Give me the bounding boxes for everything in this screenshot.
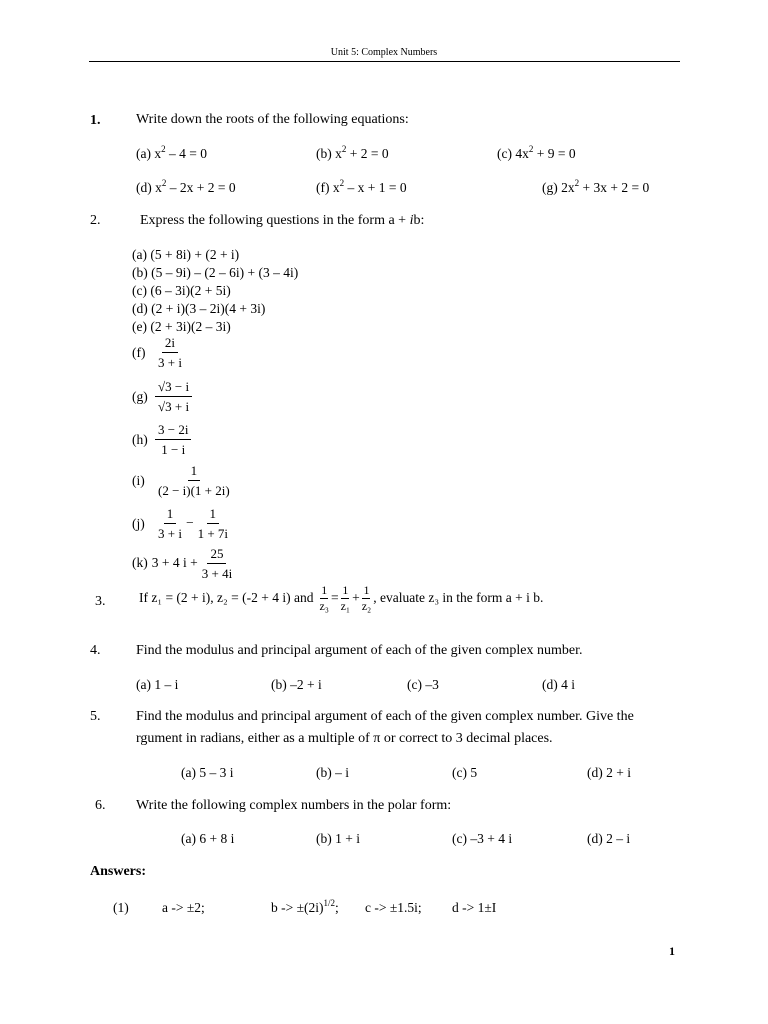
q5-number: 5. bbox=[90, 709, 101, 724]
q1-option-a: (a) $x^2 - 4 = 0$ bbox=[136, 144, 207, 161]
q2-list bbox=[132, 246, 298, 336]
q4-number: 4. bbox=[90, 643, 101, 658]
q5-option-b: (b) – i bbox=[316, 765, 349, 780]
q4-option-b: (b) –2 + i bbox=[271, 677, 322, 692]
q4-option-c: (c) –3 bbox=[407, 677, 439, 692]
answers-1-b: $b -> \pm(2i)^{1/2}$; bbox=[271, 898, 339, 915]
q1-number: 1. bbox=[90, 113, 101, 128]
page-header: Unit 5: Complex Numbers bbox=[330, 47, 438, 58]
q4-text: Find the modulus and principal argument of each of the given complex number. bbox=[136, 643, 583, 658]
answers-1-c: c -> ±1.5i; bbox=[365, 900, 422, 915]
q5-line-2: rgument in radians, either as a multiple of π or correct to 3 decimal places. bbox=[136, 731, 553, 746]
q2-item-i: (i) $\frac{1}{(2 - i)(1 + 2i)}$ bbox=[132, 463, 230, 498]
q2-item-e: (e) (2 + 3i)(2 – 3i) bbox=[132, 319, 231, 334]
answers-1-number: (1) bbox=[113, 900, 129, 915]
q1-option-d: (d) $x^2 - 2x + 2 = 0$ bbox=[136, 178, 236, 195]
q1-option-b: (b) $x^2 + 2 = 0$ bbox=[316, 144, 389, 161]
q6-option-d: (d) 2 – i bbox=[587, 831, 631, 846]
q2-item-a: (a) (5 + 8i) + (2 + i) bbox=[132, 247, 240, 262]
q2-item-b: (b) (5 – 9i) – (2 – 6i) + (3 – 4i) bbox=[132, 265, 299, 280]
q2-number: 2. bbox=[90, 213, 101, 228]
q1-text: Write down the roots of the following equations: bbox=[136, 112, 409, 127]
q2-text: Express the following questions in the form a + ib: bbox=[140, 213, 425, 228]
q2-item-d: (d) (2 + i)(3 – 2i)(4 + 3i) bbox=[132, 301, 266, 316]
q2-item-f: (f) $\frac{2i}{3 + i}$ bbox=[132, 335, 182, 370]
q1-option-f: (f) $x^2 - x + 1 = 0$ bbox=[316, 178, 407, 195]
q4-option-a: (a) 1 – i bbox=[136, 677, 179, 692]
q2-item-h: (h) $\frac{3 - 2i}{1 - i}$ bbox=[132, 422, 192, 457]
q3-number: 3. bbox=[95, 594, 106, 609]
answers-1-d: d -> 1±I bbox=[452, 900, 497, 915]
answers-heading: Answers: bbox=[90, 864, 146, 879]
page-number: 1 bbox=[669, 944, 675, 958]
q5-option-d: (d) 2 + i bbox=[587, 765, 631, 780]
q2-item-j: (j) $\frac{1}{3 + i}$ − $\frac{1}{1 + 7i}$ bbox=[132, 506, 229, 541]
q2-item-g: (g) $\frac{√3 - i}{√3 + i}$ bbox=[132, 379, 193, 414]
q4-option-d: (d) 4 i bbox=[542, 677, 575, 692]
q1-option-g: (g) $2x^2 + 3x + 2 = 0$ bbox=[542, 178, 650, 195]
q3-text: If z₁ = (2 + i), z₂ = (-2 + 4 i) and $\frac{1}{\text{z₃}}$ = $\frac{1}{\text{z₁}}$ + $\frac{1}{\text{z₂}}$ , evaluate z₃ in the form a + i b. bbox=[139, 583, 544, 613]
q6-number: 6. bbox=[95, 798, 106, 813]
header-rule bbox=[89, 61, 680, 62]
q6-option-c: (c) –3 + 4 i bbox=[452, 831, 513, 846]
answers-1-a: a -> ±2; bbox=[162, 900, 205, 915]
q6-option-a: (a) 6 + 8 i bbox=[181, 831, 235, 846]
q6-option-b: (b) 1 + i bbox=[316, 831, 360, 846]
q2-item-k: (k) 3 + 4 i + $\frac{25}{3 + 4i}$ bbox=[132, 546, 233, 581]
q2-item-c: (c) (6 – 3i)(2 + 5i) bbox=[132, 283, 231, 298]
q1-option-c: (c) $4x^2 + 9 = 0$ bbox=[497, 144, 576, 161]
q5-option-c: (c) 5 bbox=[452, 765, 478, 780]
q5-option-a: (a) 5 – 3 i bbox=[181, 765, 234, 780]
q6-text: Write the following complex numbers in the polar form: bbox=[136, 798, 452, 813]
q5-line-1: Find the modulus and principal argument of each of the given complex number. Give the bbox=[136, 709, 634, 724]
